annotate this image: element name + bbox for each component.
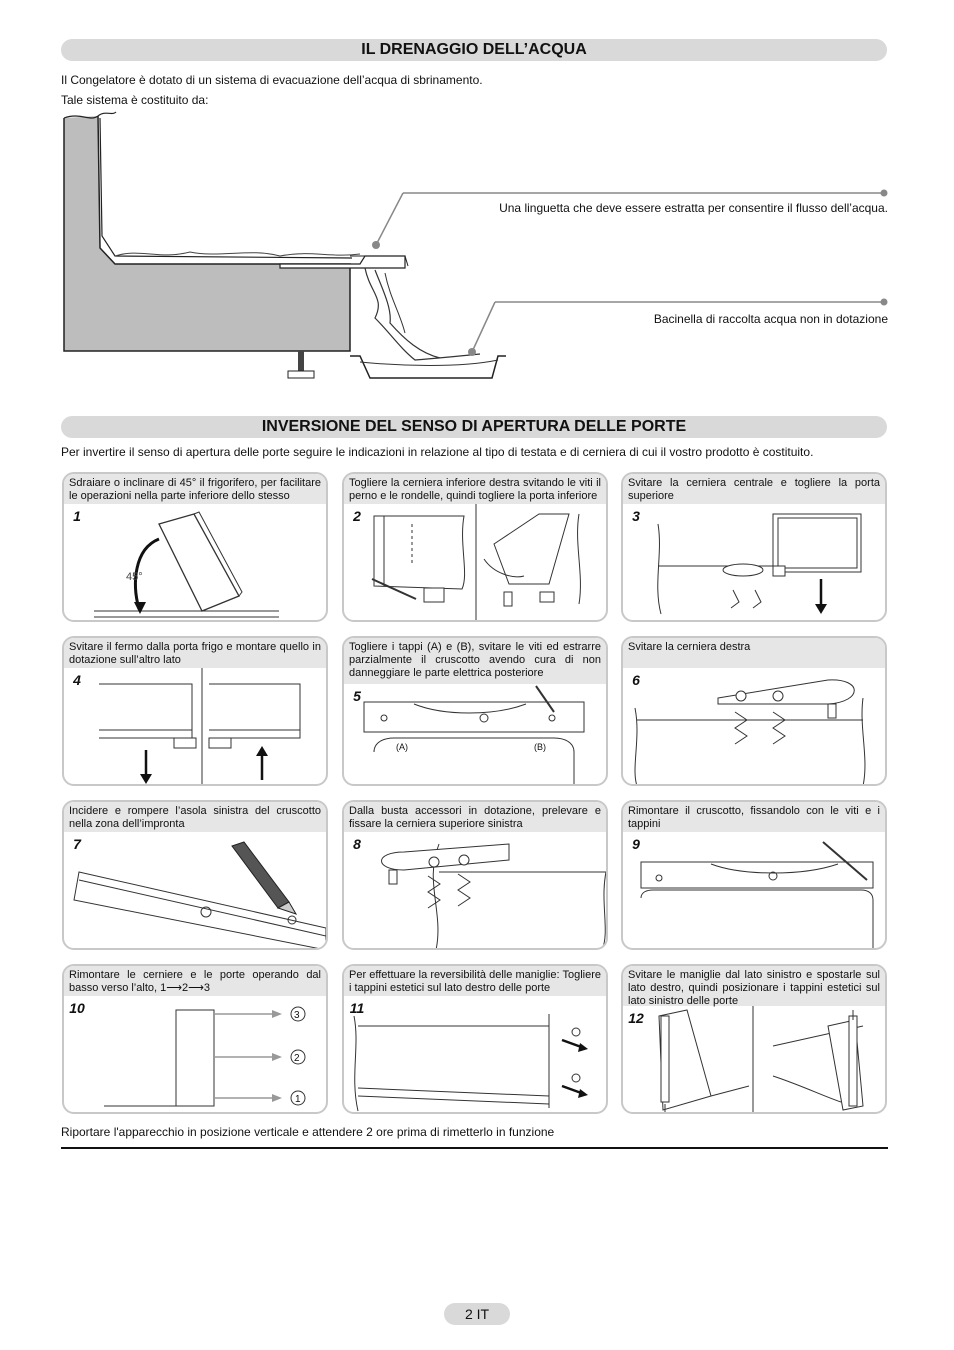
page-number: 2 IT (444, 1303, 510, 1325)
step-caption: Svitare la cerniera centrale e togliere la porta superiore (623, 474, 885, 504)
step-illustration (64, 504, 328, 622)
step-illustration (623, 668, 887, 786)
drain-intro-line2: Tale sistema è costituito da: (61, 93, 209, 107)
step-card-2 (342, 472, 608, 622)
step-illustration (64, 996, 328, 1114)
step-caption: Dalla busta accessori in dotazione, prelevare e fissare la cerniera superiore sinistra (344, 802, 606, 832)
marker-1: 1 (295, 1094, 301, 1105)
step-illustration (344, 996, 608, 1114)
reversal-intro: Per invertire il senso di apertura delle porte seguire le indicazioni in relazione al tipo di testata e di cerniera di cui il vostro prodotto è costituito. (61, 445, 814, 459)
label-b: (B) (534, 742, 546, 752)
step-number: 5 (347, 687, 367, 705)
step-caption: Rimontare il cruscotto, fissandolo con le viti e i tappini (623, 802, 885, 832)
step-illustration (623, 832, 887, 950)
step-illustration (344, 832, 608, 950)
step-card-9 (621, 800, 887, 950)
section-title-door-reversal: INVERSIONE DEL SENSO DI APERTURA DELLE PORTE (61, 416, 887, 438)
step-number: 11 (347, 999, 367, 1017)
step-caption: Svitare il fermo dalla porta frigo e montare quello in dotazione sull’altro lato (64, 638, 326, 668)
marker-3: 3 (294, 1010, 300, 1021)
step-number: 3 (626, 507, 646, 525)
step-caption: Svitare la cerniera destra (623, 638, 885, 668)
drain-intro-line1: Il Congelatore è dotato di un sistema di evacuazione dell’acqua di sbrinamento. (61, 73, 483, 87)
step-number: 12 (626, 1009, 646, 1027)
step-card-12 (621, 964, 887, 1114)
callout-basin: Bacinella di raccolta acqua non in dotazione (653, 312, 888, 326)
step-card-11 (342, 964, 608, 1114)
divider (61, 1147, 888, 1149)
step-number: 9 (626, 835, 646, 853)
step-caption: Togliere i tappi (A) e (B), svitare le viti ed estrarre parzialmente il cruscotto avendo cura di non danneggiare le parte elettrica posteriore (344, 638, 606, 684)
footer-note: Riportare l'apparecchio in posizione verticale e attendere 2 ore prima di rimetterlo in funzione (61, 1125, 555, 1139)
step-number: 8 (347, 835, 367, 853)
step-number: 10 (67, 999, 87, 1017)
step-card-10 (62, 964, 328, 1114)
step-illustration (344, 684, 608, 786)
step-card-7 (62, 800, 328, 950)
drain-illustration (60, 108, 900, 383)
step-number: 1 (67, 507, 87, 525)
step-number: 7 (67, 835, 87, 853)
step-card-3 (621, 472, 887, 622)
step-card-5 (342, 636, 608, 786)
step-illustration (623, 504, 887, 622)
step-card-1 (62, 472, 328, 622)
step-card-6 (621, 636, 887, 786)
marker-2: 2 (294, 1053, 300, 1064)
step-illustration (64, 832, 328, 950)
step-caption: Svitare le maniglie dal lato sinistro e spostarle sul lato destro, quindi posizionare i tappini estetici sul lato sinistro delle porte (623, 966, 885, 1006)
callout-tab: Una linguetta che deve essere estratta per consentire il flusso dell’acqua. (499, 201, 888, 215)
step-caption: Rimontare le cerniere e le porte operando dal basso verso l’alto, 1⟶2⟶3 (64, 966, 326, 996)
step-number: 2 (347, 507, 367, 525)
step-number: 4 (67, 671, 87, 689)
step-caption: Per effettuare la reversibilità delle maniglie: Togliere i tappini estetici sul lato destro delle porte (344, 966, 606, 996)
angle-label: 45° (126, 571, 143, 583)
step-caption: Incidere e rompere l’asola sinistra del cruscotto nella zona dell’impronta (64, 802, 326, 832)
section-title-drainage: IL DRENAGGIO DELL’ACQUA (61, 39, 887, 61)
step-card-4 (62, 636, 328, 786)
step-illustration (623, 1006, 887, 1114)
step-caption: Togliere la cerniera inferiore destra svitando le viti il perno e le rondelle, quindi togliere la porta inferiore (344, 474, 606, 504)
label-a: (A) (396, 742, 408, 752)
step-caption: Sdraiare o inclinare di 45° il frigorifero, per facilitare le operazioni nella parte inferiore dello stesso (64, 474, 326, 504)
step-illustration (64, 668, 328, 786)
step-card-8 (342, 800, 608, 950)
step-illustration (344, 504, 608, 622)
step-number: 6 (626, 671, 646, 689)
